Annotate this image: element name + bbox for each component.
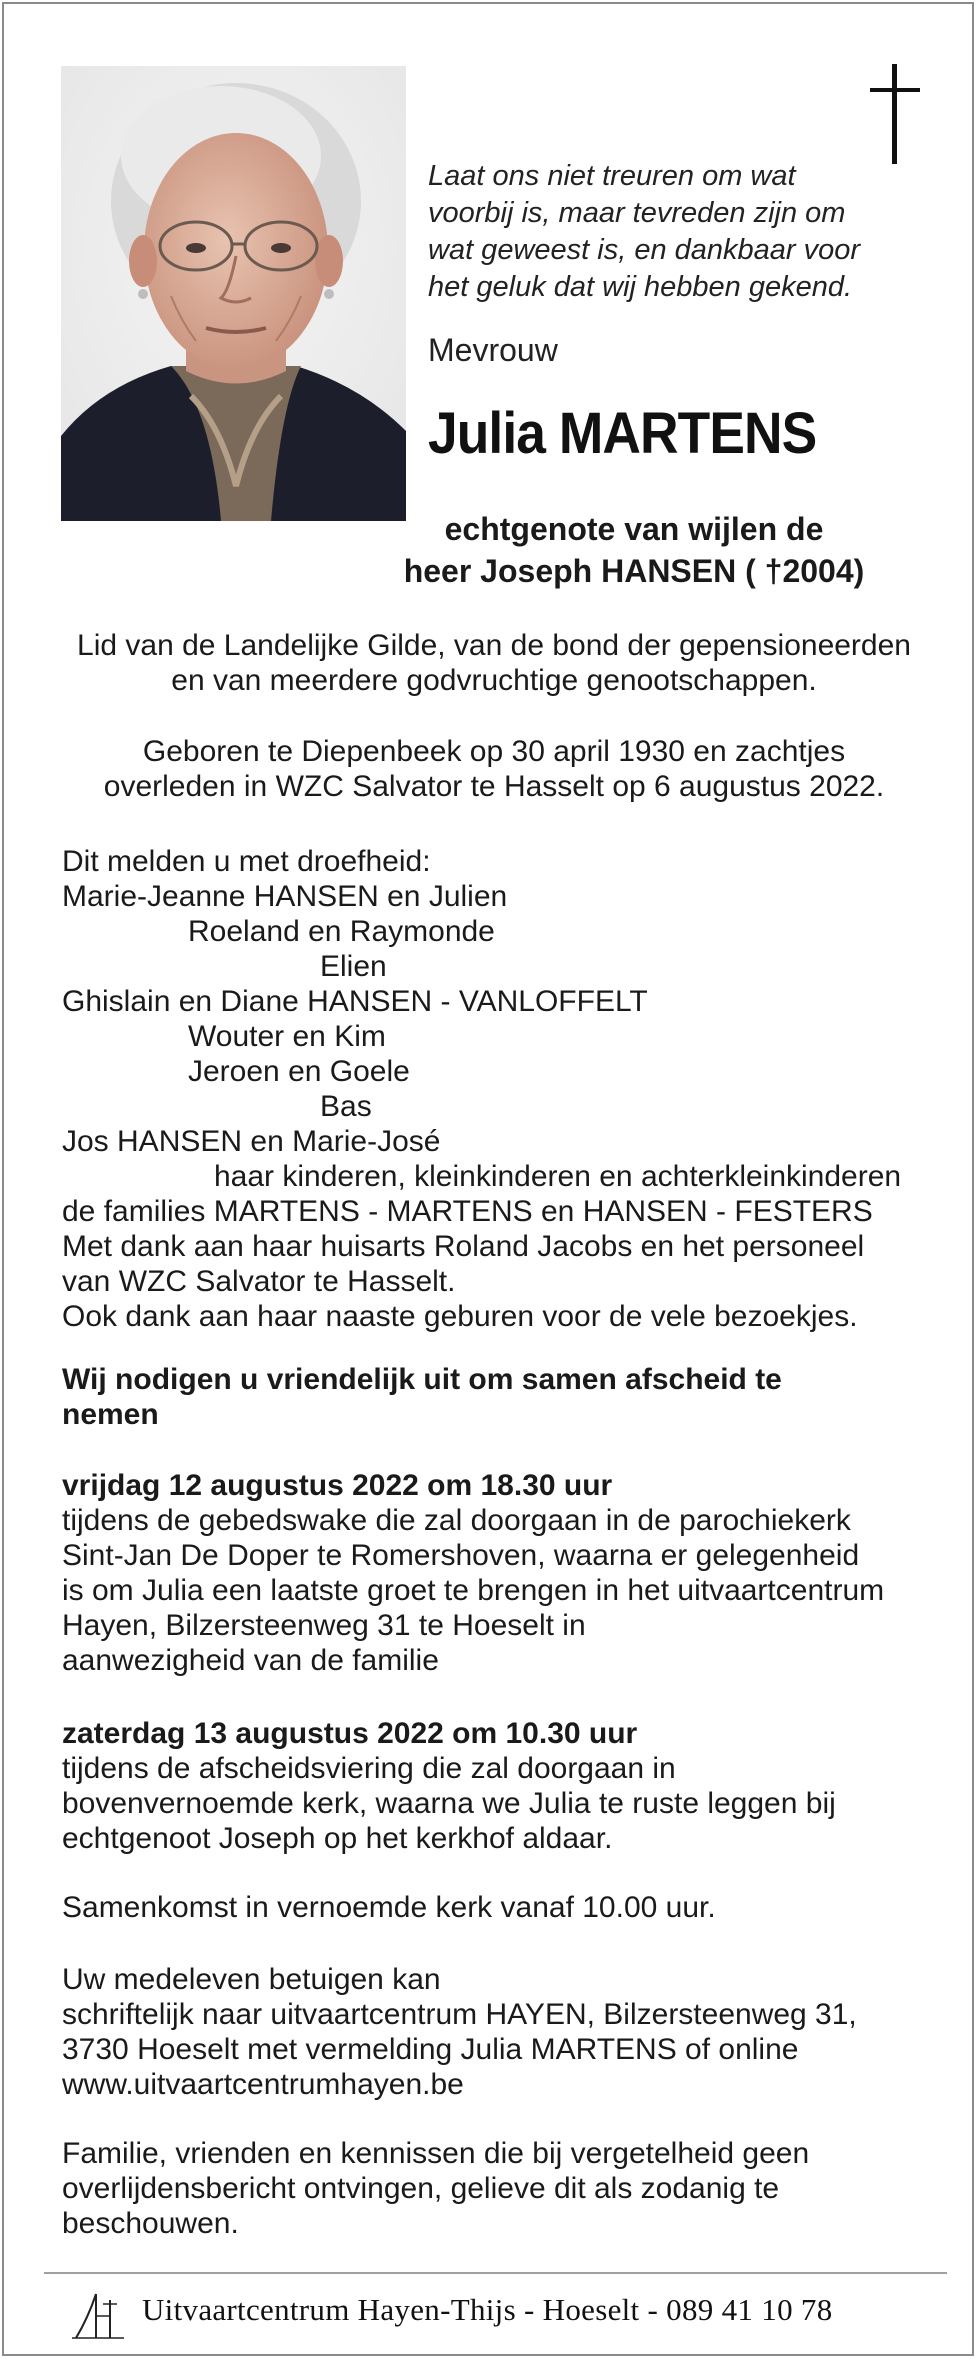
spouse-line: heer Joseph HANSEN ( †2004) [403,553,865,589]
funeral-home-logo-icon [70,2288,126,2342]
gathering-line: Samenkomst in vernoemde kerk vanaf 10.00 uur. [62,1891,716,1924]
membership-line: en van meerdere godvruchtige genootschappen. [171,664,817,697]
funeral-section [62,1716,942,1856]
obituary-card [2,2,974,2356]
footer-contact: Uitvaartcentrum Hayen-Thijs - Hoeselt - 089 41 10 78 [142,2292,833,2327]
birth-death-text [44,734,944,804]
notice-section [62,2136,942,2241]
wake-line: aanwezigheid van de familie [62,1644,439,1677]
condolences-section [62,1962,942,2102]
funeral-line: bovenvernoemde kerk, waarna we Julia te ruste leggen bij [62,1787,836,1820]
family-intro: Dit melden u met droefheid: [62,845,431,878]
family-line: Bas [320,1090,372,1123]
condolences-line: Uw medeleven betuigen kan [62,1963,441,1996]
invitation-line: Wij nodigen u vriendelijk uit om samen afscheid te [62,1363,782,1396]
family-line: Met dank aan haar huisarts Roland Jacobs en het personeel [62,1230,865,1263]
condolences-line: schriftelijk naar uitvaartcentrum HAYEN, Bilzersteenweg 31, [62,1998,857,2031]
family-line: de families MARTENS - MARTENS en HANSEN - FESTERS [62,1195,873,1228]
family-line: haar kinderen, kleinkinderen en achterkleinkinderen [214,1160,902,1193]
notice-line: beschouwen. [62,2207,239,2240]
birth-death-line: overleden in WZC Salvator te Hasselt op 6 augustus 2022. [103,770,885,803]
condolences-line: 3730 Hoeselt met vermelding Julia MARTENS of online [62,2033,799,2066]
funeral-line: echtgenoot Joseph op het kerkhof aldaar. [62,1822,613,1855]
quote-line: Laat ons niet treuren om wat [428,160,796,192]
birth-death-line: Geboren te Diepenbeek op 30 april 1930 en zachtjes [142,735,846,768]
honorific: Mevrouw [428,332,558,368]
funeral-line: tijdens de afscheidsviering die zal doorgaan in [62,1752,676,1785]
cross-icon [870,64,920,164]
family-line: Ook dank aan haar naaste geburen voor de vele bezoekjes. [62,1300,858,1333]
portrait-illustration [61,66,406,521]
condolences-link[interactable]: www.uitvaartcentrumhayen.be [62,2068,464,2101]
membership-line: Lid van de Landelijke Gilde, van de bond der gepensioneerden [77,629,911,662]
wake-line: tijdens de gebedswake die zal doorgaan in de parochiekerk [62,1504,851,1537]
family-line: Wouter en Kim [188,1020,386,1053]
deceased-name: Julia MARTENS [428,401,817,466]
family-line: Jos HANSEN en Marie-José [62,1125,441,1158]
quote-line: wat geweest is, en dankbaar voor [428,234,861,266]
invitation-line: nemen [62,1398,159,1431]
quote-line: het geluk dat wij hebben gekend. [428,271,853,303]
footer-divider [44,2272,947,2274]
portrait-photo [61,66,406,521]
family-line: Ghislain en Diane HANSEN - VANLOFFELT [62,985,648,1018]
family-line: Marie-Jeanne HANSEN en Julien [62,880,508,913]
notice-line: Familie, vrienden en kennissen die bij vergetelheid geen [62,2137,810,2170]
membership-text [44,628,944,698]
notice-line: overlijdensbericht ontvingen, gelieve dit als zodanig te [62,2172,780,2205]
funeral-heading: zaterdag 13 augustus 2022 om 10.30 uur [62,1717,638,1750]
invitation-text [62,1362,942,1432]
family-line: Elien [320,950,387,983]
memorial-quote [428,158,948,306]
family-line: van WZC Salvator te Hasselt. [62,1265,456,1298]
gathering-text [62,1890,942,1925]
wake-line: Hayen, Bilzersteenweg 31 te Hoeselt in [62,1609,586,1642]
family-line: Jeroen en Goele [188,1055,410,1088]
quote-line: voorbij is, maar tevreden zijn om [428,197,846,229]
family-section [62,844,942,1334]
wake-line: is om Julia een laatste groet te brengen in het uitvaartcentrum [62,1574,885,1607]
wake-heading: vrijdag 12 augustus 2022 om 18.30 uur [62,1469,613,1502]
spouse-info [304,508,964,592]
wake-line: Sint-Jan De Doper te Romershoven, waarna er gelegenheid [62,1539,860,1572]
wake-section [62,1468,942,1678]
spouse-line: echtgenote van wijlen de [444,511,824,547]
family-line: Roeland en Raymonde [188,915,495,948]
